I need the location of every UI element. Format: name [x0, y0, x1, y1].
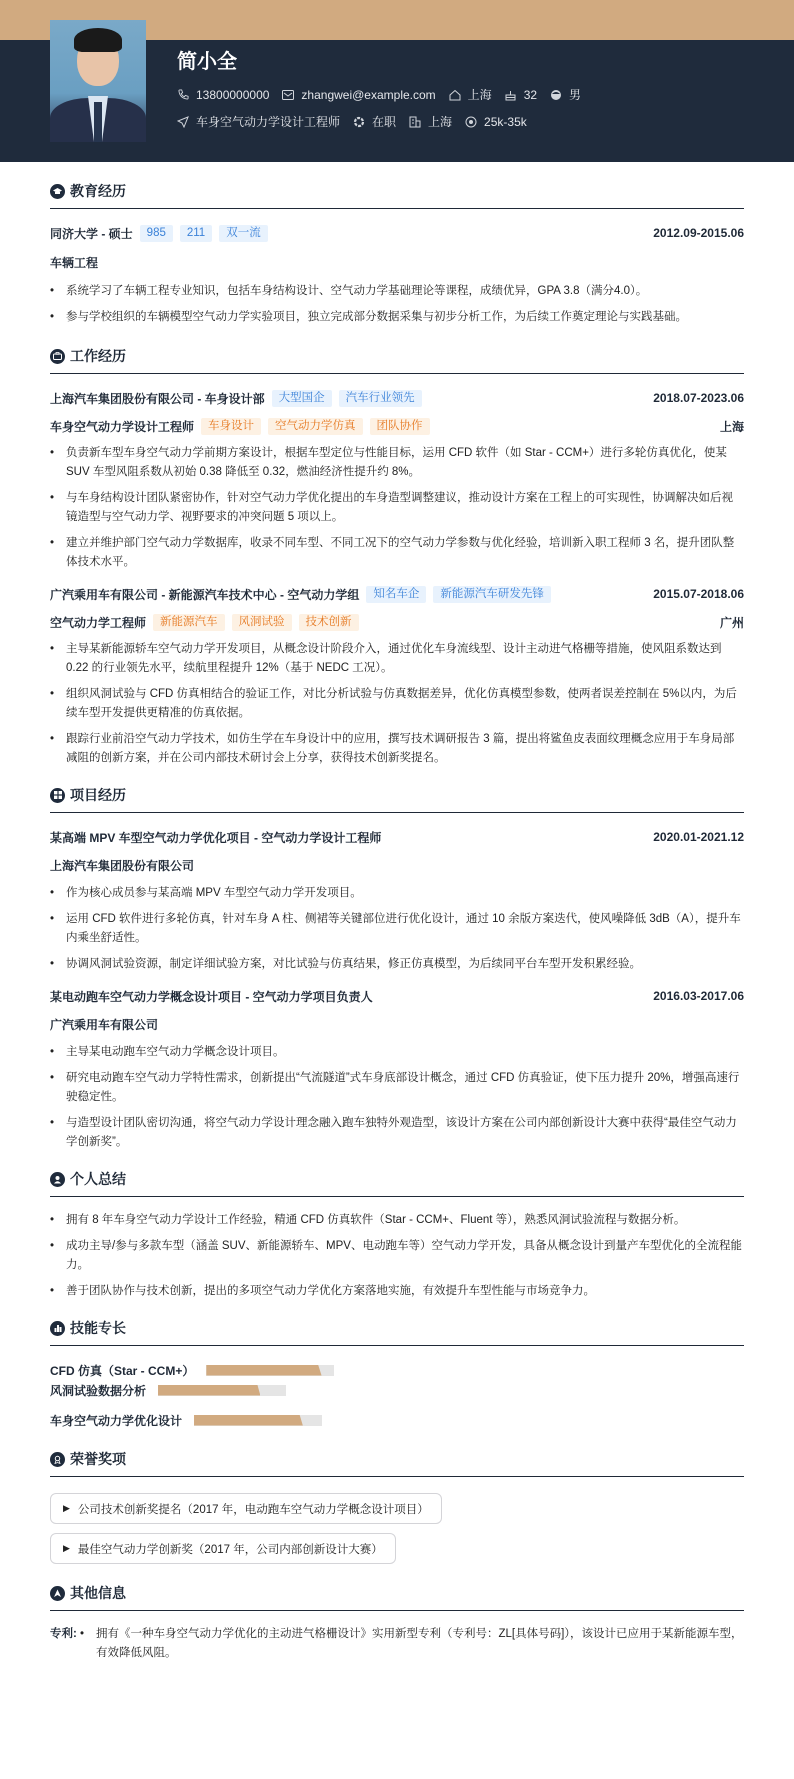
education-major-row: [50, 252, 744, 272]
role-tag: 空气动力学仿真: [268, 418, 363, 435]
school-degree: 同济大学 - 硕士: [50, 226, 133, 241]
education-dates: 2012.09-2015.06: [653, 226, 744, 240]
status-icon: [353, 116, 365, 128]
list-item: • 拥有《一种车身空气动力学优化的主动进气格栅设计》实用新型专利（专利号：ZL[具体号码]），该设计已应用于某新能源车型，有效降低风阻。: [80, 1628, 743, 1659]
role-tag: 技术创新: [299, 614, 359, 631]
salary-icon: [465, 116, 477, 128]
list-item: • 协调风洞试验资源，制定详细试验方案，对比试验与仿真结果，修正仿真模型，为后续同平台车型开发积累经验。: [50, 958, 641, 970]
building-icon: [409, 116, 421, 128]
user-icon: [50, 1172, 65, 1187]
list-item: • 系统学习了车辆工程专业知识，包括车身结构设计、空气动力学基础理论等课程，成绩优异，GPA 3.8（满分4.0）。: [50, 285, 648, 297]
section-divider: [50, 373, 744, 374]
briefcase-icon: [50, 349, 65, 364]
company-tag: 新能源汽车研发先锋: [433, 586, 551, 603]
project-company-row: [50, 1014, 744, 1034]
role-title: 车身空气动力学设计工程师: [50, 419, 195, 434]
skill-item: [50, 1380, 403, 1400]
work-city: 上海: [719, 419, 744, 434]
company-tag: 汽车行业领先: [339, 390, 422, 407]
work-section: [50, 345, 744, 768]
work-role-row: [50, 416, 744, 436]
project-bullets: [50, 884, 744, 974]
school-tag: 双一流: [219, 225, 268, 242]
list-item: • 建立并维护部门空气动力学数据库，收录不同车型、不同工况下的空气动力学参数与优化经验，培训新入职工程师 3 名，提升团队整体技术水平。: [50, 537, 735, 568]
school-tag: 985: [140, 225, 173, 242]
list-item: • 作为核心成员参与某高端 MPV 车型空气动力学开发项目。: [50, 887, 362, 899]
triangle-right-icon: ▶: [63, 1543, 70, 1553]
section-divider: [50, 1476, 744, 1477]
age-item: 32: [505, 88, 537, 102]
section-title-summary: 个人总结: [50, 1168, 744, 1190]
info-icon: [50, 1586, 65, 1601]
resume-body: [50, 162, 744, 1670]
major: 车辆工程: [50, 255, 99, 270]
role-tag: 团队协作: [370, 418, 430, 435]
list-item: • 与造型设计团队密切沟通，将空气动力学设计理念融入跑车独特外观造型，该设计方案在公司内部创新设计大赛中获得“最佳空气动力学创新奖”。: [50, 1117, 737, 1148]
work-bullets: [50, 444, 744, 572]
work-dates: 2015.07-2018.06: [653, 587, 744, 601]
role-title: 空气动力学工程师: [50, 615, 147, 630]
role-tag: 风洞试验: [232, 614, 292, 631]
projects-section: [50, 784, 744, 1152]
avatar: [50, 20, 146, 142]
list-item: • 参与学校组织的车辆模型空气动力学实验项目，独立完成部分数据采集与初步分析工作，为后续工作奠定理论与实践基础。: [50, 311, 687, 323]
skill-level-bar: [206, 1365, 334, 1376]
summary-section: [50, 1168, 744, 1301]
section-title-education: 教育经历: [50, 180, 744, 202]
candidate-name: 简小全: [177, 51, 237, 73]
education-section: [50, 180, 744, 327]
skill-level-bar: [194, 1415, 322, 1426]
phone-item: 13800000000: [177, 88, 269, 102]
gender-icon: [550, 89, 562, 101]
send-icon: [177, 116, 189, 128]
school-tag: 211: [180, 225, 212, 242]
bar-chart-icon: [50, 1321, 65, 1336]
other-bullets: [80, 1625, 744, 1670]
work-dates: 2018.07-2023.06: [653, 391, 744, 405]
hometown-item: 上海: [449, 86, 492, 103]
list-item: • 组织风洞试验与 CFD 仿真相结合的验证工作，对比分析试验与仿真数据差异，优化仿真模型参数，使两者误差控制在 5%以内，为后续车型开发提供更精准的仿真依据。: [50, 688, 737, 719]
role-tag: 车身设计: [201, 418, 261, 435]
work-bullets: [50, 640, 744, 768]
award-item[interactable]: ▶ 最佳空气动力学创新奖（2017 年，公司内部创新设计大赛）: [50, 1533, 396, 1564]
contact-info-row: [177, 86, 594, 103]
work-company-row: [50, 388, 744, 408]
skill-name: 车身空气动力学优化设计: [50, 1413, 183, 1428]
section-title-skills: 技能专长: [50, 1317, 744, 1339]
graduation-cap-icon: [50, 184, 65, 199]
section-title-other: 其他信息: [50, 1582, 744, 1604]
list-item: • 运用 CFD 软件进行多轮仿真，针对车身 A 柱、侧裙等关键部位进行优化设计，通过 10 余版方案迭代，使风噪降低 3dB（A），提升车内乘坐舒适性。: [50, 913, 741, 944]
list-item: • 跟踪行业前沿空气动力学技术，如仿生学在车身设计中的应用，撰写技术调研报告 3 篇，提出将鲨鱼皮表面纹理概念应用于车身局部减阻的创新方案，并在公司内部技术研讨会上分享，获得技术创新奖提名。: [50, 733, 735, 764]
mail-icon: [282, 89, 294, 101]
section-divider: [50, 1345, 744, 1346]
skill-level-bar: [158, 1385, 286, 1396]
list-item: • 成功主导/参与多款车型（涵盖 SUV、新能源轿车、MPV、电动跑车等）空气动力学开发，具备从概念设计到量产车型优化的全流程能力。: [50, 1240, 742, 1271]
project-header-row: [50, 827, 744, 847]
awards-list: [50, 1493, 744, 1564]
city-item: 上海: [409, 113, 452, 130]
salary-item: 25k-35k: [465, 115, 527, 129]
status-item: 在职: [353, 113, 396, 130]
education-bullets: [50, 282, 744, 327]
company-tag: 知名车企: [366, 586, 426, 603]
skills-section: [50, 1317, 744, 1430]
list-item: • 负责新车型车身空气动力学前期方案设计，根据车型定位与性能目标，运用 CFD 软件（如 Star - CCM+）进行多轮仿真优化，使某 SUV 车型风阻系数从初始 0.38 降低至 0.32，燃油经济性提升约 8%。: [50, 447, 727, 478]
list-item: • 善于团队协作与技术创新，提出的多项空气动力学优化方案落地实施，有效提升车型性能与市场竞争力。: [50, 1285, 595, 1297]
project-name: 某电动跑车空气动力学概念设计项目 - 空气动力学项目负责人: [50, 989, 373, 1004]
project-dates: 2016.03-2017.06: [653, 989, 744, 1003]
home-icon: [449, 89, 461, 101]
target-title-item: 车身空气动力学设计工程师: [177, 113, 340, 130]
skill-item: [50, 1360, 403, 1380]
section-divider: [50, 1196, 744, 1197]
work-city: 广州: [719, 615, 744, 630]
project-header-row: [50, 986, 744, 1006]
skill-name: 风洞试验数据分析: [50, 1383, 147, 1398]
company-name: 广汽乘用车有限公司 - 新能源汽车技术中心 - 空气动力学组: [50, 587, 360, 602]
job-info-row: [177, 113, 540, 130]
work-company-row: [50, 584, 744, 604]
grid-icon: [50, 788, 65, 803]
phone-icon: [177, 89, 189, 101]
summary-bullets: [50, 1211, 744, 1301]
section-title-work: 工作经历: [50, 345, 744, 367]
skills-grid: [50, 1360, 744, 1430]
list-item: • 研究电动跑车空气动力学特性需求，创新提出“气流隧道”式车身底部设计概念，通过 CFD 仿真验证，使下压力提升 20%，增强高速行驶稳定性。: [50, 1072, 740, 1103]
company-tag: 大型国企: [272, 390, 332, 407]
section-divider: [50, 812, 744, 813]
other-section: [50, 1582, 744, 1670]
education-header-row: [50, 223, 744, 243]
section-divider: [50, 208, 744, 209]
skill-item: [50, 1410, 403, 1430]
cake-icon: [505, 89, 517, 101]
work-role-row: [50, 612, 744, 632]
project-dates: 2020.01-2021.12: [653, 830, 744, 844]
company-name: 上海汽车集团股份有限公司 - 车身设计部: [50, 391, 265, 406]
section-title-projects: 项目经历: [50, 784, 744, 806]
role-tag: 新能源汽车: [153, 614, 225, 631]
skill-name: CFD 仿真（Star - CCM+）: [50, 1363, 195, 1378]
award-item[interactable]: ▶ 公司技术创新奖提名（2017 年，电动跑车空气动力学概念设计项目）: [50, 1493, 442, 1524]
gender-item: 男: [550, 86, 581, 103]
award-icon: [50, 1452, 65, 1467]
list-item: • 拥有 8 年车身空气动力学设计工作经验，精通 CFD 仿真软件（Star - CCM+、Fluent 等），熟悉风洞试验流程与数据分析。: [50, 1214, 686, 1226]
triangle-right-icon: ▶: [63, 1503, 70, 1513]
email-item: zhangwei@example.com: [282, 88, 435, 102]
project-company-row: [50, 855, 744, 875]
section-title-awards: 荣誉奖项: [50, 1448, 744, 1470]
project-company: 上海汽车集团股份有限公司: [50, 858, 195, 873]
project-name: 某高端 MPV 车型空气动力学优化项目 - 空气动力学设计工程师: [50, 830, 382, 845]
list-item: • 与车身结构设计团队紧密协作，针对空气动力学优化提出的车身造型调整建议，推动设计方案在工程上的可实现性，协调解决如后视镜造型与空气动力学、视野要求的冲突问题 5 项以上。: [50, 492, 733, 523]
section-divider: [50, 1610, 744, 1611]
awards-section: [50, 1448, 744, 1564]
project-company: 广汽乘用车有限公司: [50, 1017, 159, 1032]
list-item: • 主导某电动跑车空气动力学概念设计项目。: [50, 1046, 285, 1058]
list-item: • 主导某新能源轿车空气动力学开发项目，从概念设计阶段介入，通过优化车身流线型、设计主动进气格栅等措施，使风阻系数达到 0.22 的行业领先水平，续航里程提升 12%（基于 NEDC 工况）。: [50, 643, 722, 674]
other-label: 专利:: [50, 1628, 77, 1640]
other-item: [50, 1625, 744, 1670]
project-bullets: [50, 1043, 744, 1152]
